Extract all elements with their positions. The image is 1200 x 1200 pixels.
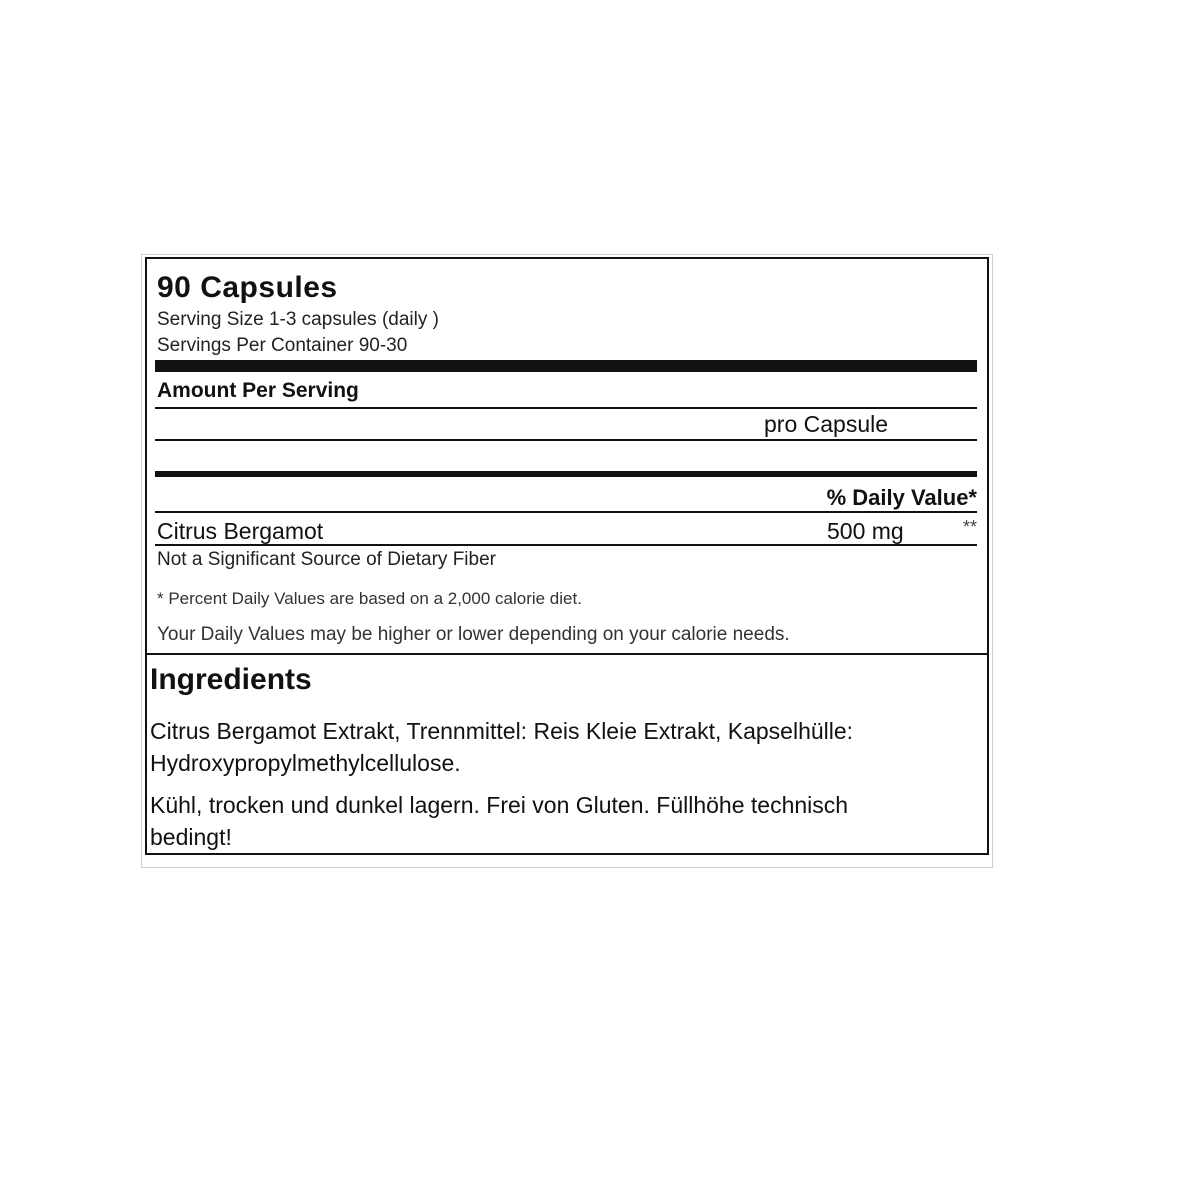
thin-divider (155, 544, 977, 546)
servings-per-container: Servings Per Container 90-30 (157, 335, 408, 356)
nutrition-panel (147, 259, 987, 655)
per-unit-column-heading: pro Capsule (764, 411, 889, 437)
nutrient-daily-value: ** (962, 517, 977, 537)
daily-value-footnote: * Percent Daily Values are based on a 2,000 calorie diet. (157, 589, 582, 608)
ingredients-heading: Ingredients (150, 663, 312, 696)
thick-divider (155, 360, 977, 372)
label-title: 90 Capsules (157, 271, 338, 304)
nutrient-amount: 500 mg (827, 518, 904, 544)
thin-divider (155, 511, 977, 513)
nutrient-name: Citrus Bergamot (157, 518, 324, 544)
supplement-facts-label (145, 257, 989, 855)
amount-per-serving-heading: Amount Per Serving (157, 379, 359, 402)
daily-value-heading: % Daily Value* (826, 485, 977, 510)
thin-divider (155, 439, 977, 441)
serving-size: Serving Size 1-3 capsules (daily ) (157, 309, 439, 330)
calorie-needs-footnote: Your Daily Values may be higher or lower depending on your calorie needs. (157, 624, 790, 645)
medium-divider (155, 471, 977, 477)
fiber-note: Not a Significant Source of Dietary Fiber (157, 549, 496, 570)
ingredients-list: Citrus Bergamot Extrakt, Trennmittel: Reis Kleie Extrakt, Kapselhülle: Hydroxypropylmethylcellulose. (150, 718, 854, 776)
thin-divider (155, 407, 977, 409)
storage-instructions: Kühl, trocken und dunkel lagern. Frei von Gluten. Füllhöhe technisch bedingt! (150, 792, 849, 850)
